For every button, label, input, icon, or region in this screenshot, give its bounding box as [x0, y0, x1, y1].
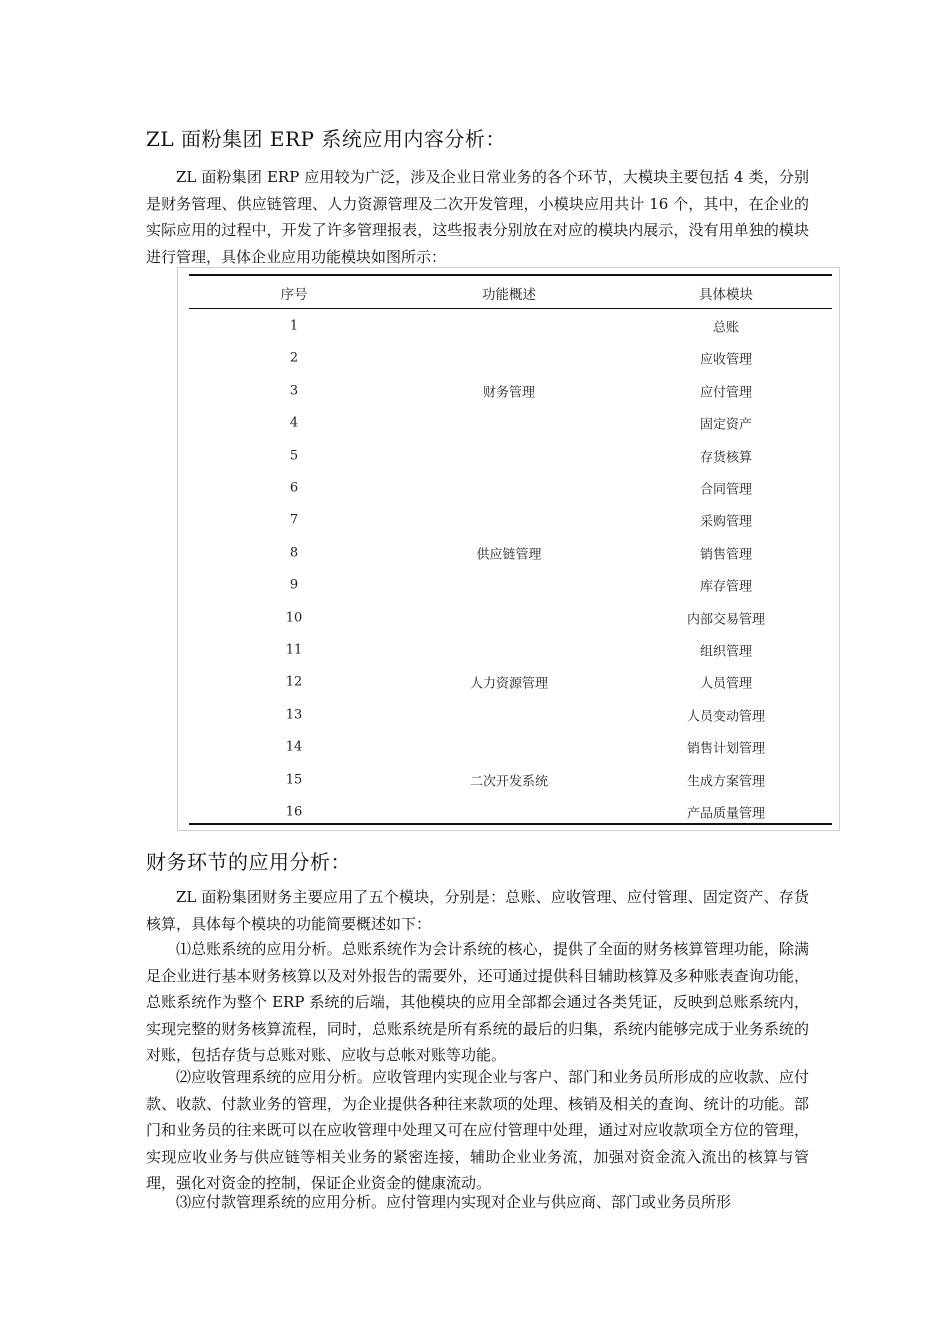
table-cell-no: 8 — [289, 545, 299, 561]
table-cell-no: 7 — [289, 512, 299, 528]
table-cell-module: 销售计划管理 — [686, 741, 766, 757]
table-top-rule — [189, 274, 832, 276]
table-cell-module: 固定资产 — [699, 417, 753, 433]
table-cell-module: 销售管理 — [699, 547, 753, 563]
table-cell-no: 10 — [285, 610, 303, 626]
table-cell-module: 合同管理 — [699, 482, 753, 498]
table-cell-no: 4 — [289, 415, 299, 431]
table-cell-module: 采购管理 — [699, 514, 753, 530]
table-cell-function-group: 财务管理 — [482, 385, 536, 401]
table-cell-function-group: 供应链管理 — [476, 547, 542, 563]
table-cell-function-group: 二次开发系统 — [469, 774, 549, 790]
table-cell-module: 总账 — [712, 320, 740, 336]
table-cell-no: 9 — [289, 577, 299, 593]
table-header-no: 序号 — [280, 287, 308, 303]
table-cell-module: 产品质量管理 — [686, 806, 766, 822]
table-cell-no: 2 — [289, 350, 299, 366]
table-cell-no: 1 — [289, 318, 299, 334]
ledger-paragraph: ⑴总账系统的应用分析。总账系统作为会计系统的核心，提供了全面的财务核算管理功能，除满足企业进行基本财务核算以及对外报告的需要外，还可通过提供科目辅助核算及多种账表查询功能，总账系统作为整个 ERP 系统的后端，其他模块的应用全部都会通过各类凭证，反映到总账系统内，实现完整的财务核算流程，同时，总账系统是所有系统的最后的归集，系统内能够完成于业务系统的对账，包括存货与总账对账、应收与总帐对账等功能。 — [146, 940, 809, 1064]
table-cell-module: 应付管理 — [699, 385, 753, 401]
module-table — [177, 267, 840, 831]
table-cell-module: 内部交易管理 — [686, 612, 766, 628]
table-cell-module: 人员管理 — [699, 676, 753, 692]
table-cell-no: 3 — [289, 383, 299, 399]
table-cell-module: 存货核算 — [699, 450, 753, 466]
table-cell-no: 15 — [285, 772, 303, 788]
table-cell-module: 人员变动管理 — [686, 709, 766, 725]
table-cell-no: 16 — [285, 804, 303, 820]
table-cell-no: 11 — [285, 642, 303, 658]
table-header-function: 功能概述 — [482, 287, 536, 303]
table-cell-module: 库存管理 — [699, 579, 753, 595]
table-header-module: 具体模块 — [699, 287, 753, 303]
section-heading-erp-content: ZL 面粉集团 ERP 系统应用内容分析： — [146, 127, 506, 151]
table-cell-no: 13 — [285, 707, 303, 723]
table-cell-no: 5 — [289, 448, 299, 464]
table-header-rule — [189, 308, 832, 309]
table-bottom-rule — [189, 823, 832, 825]
payables-paragraph: ⑶应付款管理系统的应用分析。应付管理内实现对企业与供应商、部门或业务员所形 — [176, 1193, 732, 1211]
table-cell-module: 组织管理 — [699, 644, 753, 660]
table-cell-module: 应收管理 — [699, 352, 753, 368]
table-cell-function-group: 人力资源管理 — [469, 676, 549, 692]
section-heading-finance: 财务环节的应用分析： — [146, 850, 351, 874]
table-cell-no: 6 — [289, 480, 299, 496]
finance-intro-paragraph: ZL 面粉集团财务主要应用了五个模块，分别是：总账、应收管理、应付管理、固定资产、存货核算，具体每个模块的功能简要概述如下： — [146, 888, 809, 933]
table-cell-no: 14 — [285, 739, 303, 755]
intro-paragraph: ZL 面粉集团 ERP 应用较为广泛，涉及企业日常业务的各个环节，大模块主要包括 4 类，分别是财务管理、供应链管理、人力资源管理及二次开发管理，小模块应用共计 16 个，其中，在企业的实际应用的过程中，开发了许多管理报表，这些报表分别放在对应的模块内展示，没有用单独的模块进行管理，具体企业应用功能模块如图所示： — [146, 168, 809, 266]
receivables-paragraph: ⑵应收管理系统的应用分析。应收管理内实现企业与客户、部门和业务员所形成的应收款、应付款、收款、付款业务的管理，为企业提供各种往来款项的处理、核销及相关的查询、统计的功能。部门和业务员的往来既可以在应收管理中处理又可在应付管理中处理，通过对应收款项全方位的管理，实现应收业务与供应链等相关业务的紧密连接，辅助企业业务流，加强对资金流入流出的核算与管理，强化对资金的控制，保证企业资金的健康流动。 — [146, 1068, 809, 1192]
table-cell-module: 生成方案管理 — [686, 774, 766, 790]
table-cell-no: 12 — [285, 674, 303, 690]
